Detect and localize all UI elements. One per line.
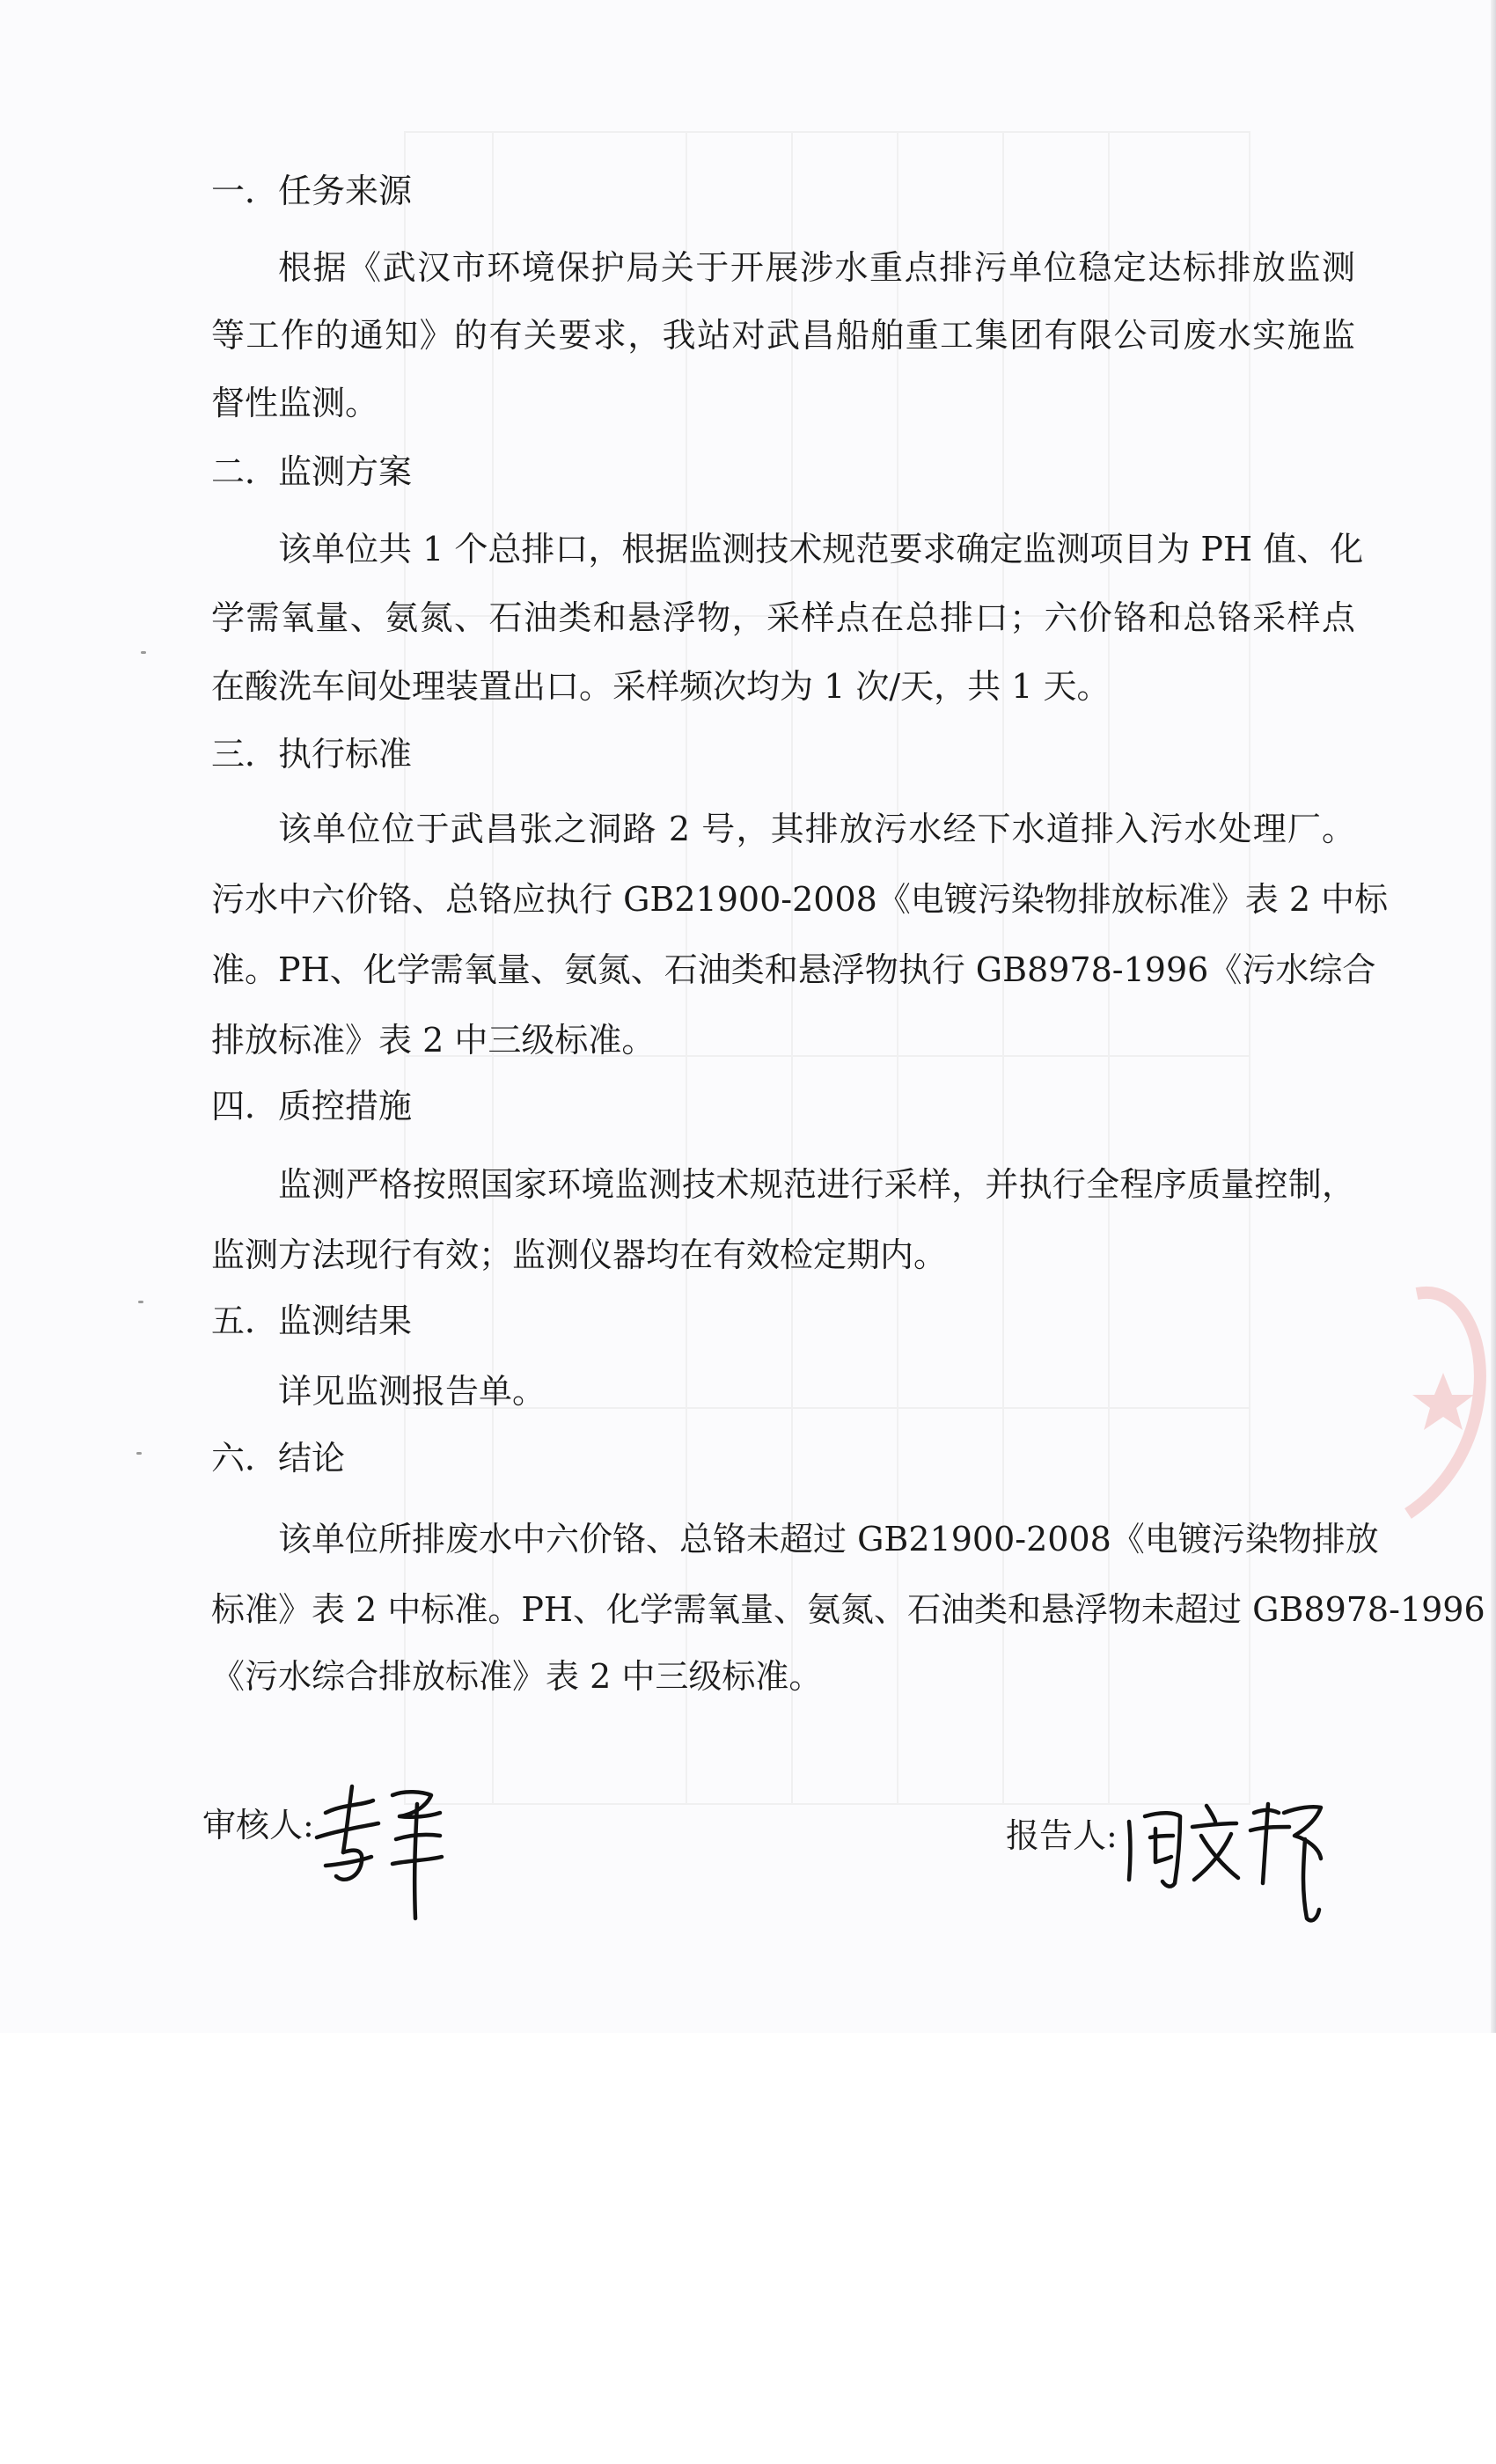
- paragraph-line: 等工作的通知》的有关要求，我站对武昌船舶重工集团有限公司废水实施监: [211, 316, 1355, 355]
- section-heading-5: 五．监测结果: [211, 1302, 413, 1340]
- paragraph-line: 监测方法现行有效；监测仪器均在有效检定期内。: [211, 1236, 948, 1274]
- paragraph-line: 该单位所排废水中六价铬、总铬未超过 GB21900-2008《电镀污染物排放: [278, 1520, 1379, 1558]
- reporter-label: 报告人:: [1006, 1816, 1118, 1855]
- reporter-signature: [1122, 1786, 1333, 1927]
- paragraph-line: 排放标准》表 2 中三级标准。: [211, 1021, 656, 1060]
- paragraph-line: 该单位位于武昌张之洞路 2 号，其排放污水经下水道排入污水处理厂。: [278, 810, 1355, 848]
- section-heading-4: 四．质控措施: [211, 1087, 413, 1126]
- scan-speck: [141, 651, 146, 654]
- paragraph-line: 监测严格按照国家环境监测技术规范进行采样，并执行全程序质量控制，: [278, 1165, 1355, 1204]
- reviewer-signature: [308, 1769, 449, 1927]
- paragraph-line: 标准》表 2 中标准。PH、化学需氧量、氨氮、石油类和悬浮物未超过 GB8978-1996: [211, 1590, 1485, 1629]
- section-heading-2: 二．监测方案: [211, 452, 413, 491]
- section-heading-6: 六．结论: [211, 1439, 346, 1478]
- scan-speck: [136, 1452, 142, 1455]
- paragraph-line: 该单位共 1 个总排口，根据监测技术规范要求确定监测项目为 PH 值、化: [278, 530, 1364, 568]
- reviewer-label: 审核人:: [202, 1806, 314, 1844]
- paragraph-line: 根据《武汉市环境保护局关于开展涉水重点排污单位稳定达标排放监测: [278, 248, 1355, 287]
- paragraph-line: 学需氧量、氨氮、石油类和悬浮物，采样点在总排口；六价铬和总铬采样点: [211, 598, 1355, 637]
- paragraph-line: 详见监测报告单。: [278, 1372, 546, 1411]
- paper-edge-shadow: [1491, 0, 1496, 2033]
- section-heading-1: 一．任务来源: [211, 172, 413, 210]
- section-heading-3: 三．执行标准: [211, 735, 413, 774]
- paragraph-line: 准。PH、化学需氧量、氨氮、石油类和悬浮物执行 GB8978-1996《污水综合: [211, 950, 1376, 989]
- paragraph-line: 污水中六价铬、总铬应执行 GB21900-2008《电镀污染物排放标准》表 2 中标: [211, 880, 1389, 919]
- scan-speck: [138, 1301, 143, 1303]
- paragraph-line: 《污水综合排放标准》表 2 中三级标准。: [211, 1657, 823, 1696]
- paragraph-line: 督性监测。: [211, 384, 379, 422]
- stamp-bleed: [1382, 1267, 1487, 1531]
- paragraph-line: 在酸洗车间处理装置出口。采样频次均为 1 次/天，共 1 天。: [211, 667, 1111, 706]
